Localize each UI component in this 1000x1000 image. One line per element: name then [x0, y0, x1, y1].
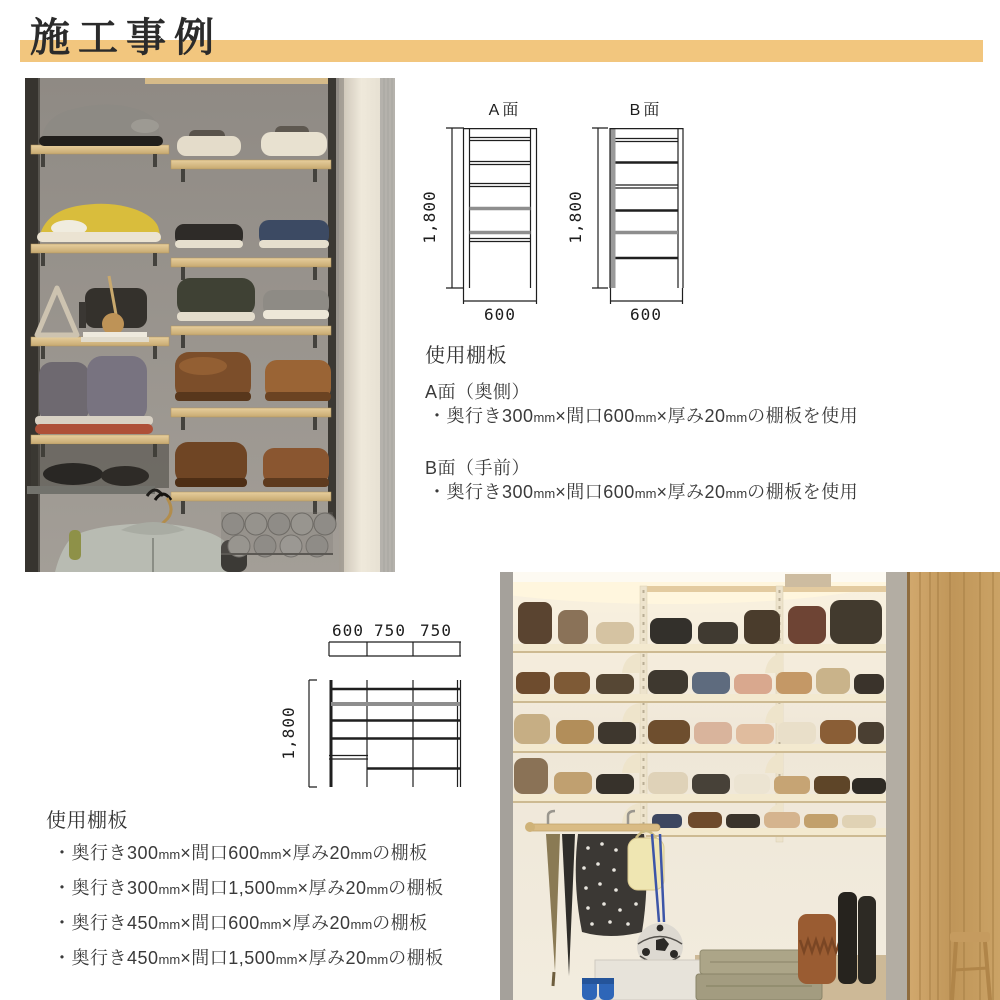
spec-bottom-line: ・奥行き450mm×間口1,500mm×厚み20mmの棚板	[53, 948, 444, 968]
diagram-elevation-wide	[280, 612, 480, 797]
diagram-b-frame	[592, 128, 683, 304]
diagram-wide-width-3: 750	[420, 621, 452, 640]
diagram-b-width: 600	[630, 305, 662, 324]
tall-black-boots	[838, 892, 857, 984]
diagram-wide-height: 1,800	[280, 706, 298, 760]
diagram-b-label: B面	[629, 102, 663, 119]
spec-bottom-line: ・奥行き300mm×間口1,500mm×厚み20mmの棚板	[53, 878, 444, 898]
diagram-a-label: A面	[488, 102, 522, 119]
spec-group-a-line: ・奥行き300mm×間口600mm×厚み20mmの棚板を使用	[428, 406, 859, 426]
right-upright-rail	[328, 78, 336, 526]
diagram-a-frame	[446, 128, 537, 304]
spec-bottom-heading: 使用棚板	[46, 810, 128, 832]
diagram-wide-width-1: 600	[332, 621, 364, 640]
page-title: 施工事例	[30, 16, 222, 60]
yellow-bag	[628, 838, 664, 890]
right-wall-corner	[339, 78, 395, 572]
diagram-b-height: 1,800	[566, 190, 585, 244]
left-wall-edge	[500, 572, 513, 1000]
rolled-textiles-basket	[221, 512, 336, 557]
spec-top-heading: 使用棚板	[425, 345, 507, 367]
spec-bottom-line: ・奥行き450mm×間口600mm×厚み20mmの棚板	[53, 913, 428, 933]
spec-section-top	[425, 344, 895, 533]
spec-bottom-line: ・奥行き300mm×間口600mm×厚み20mmの棚板	[53, 843, 428, 863]
diagram-elevation-ab	[420, 90, 700, 335]
spec-section-bottom	[46, 809, 486, 982]
spec-group-a-title: A面（奥側）	[425, 382, 531, 402]
spec-group-b-line: ・奥行き300mm×間口600mm×厚み20mmの棚板を使用	[428, 482, 859, 502]
photo-left-illustration	[25, 78, 395, 572]
stone-wall-strip	[886, 572, 907, 1000]
photo-right-illustration	[500, 572, 1000, 1000]
diagram-wide-width-2: 750	[374, 621, 406, 640]
spec-group-b-title: B面（手前）	[425, 458, 531, 478]
photo-right-shoe-wall	[500, 572, 1000, 1000]
diagram-a-height: 1,800	[420, 190, 439, 244]
photo-left-shoe-shelf	[25, 78, 395, 572]
diagram-a-width: 600	[484, 305, 516, 324]
